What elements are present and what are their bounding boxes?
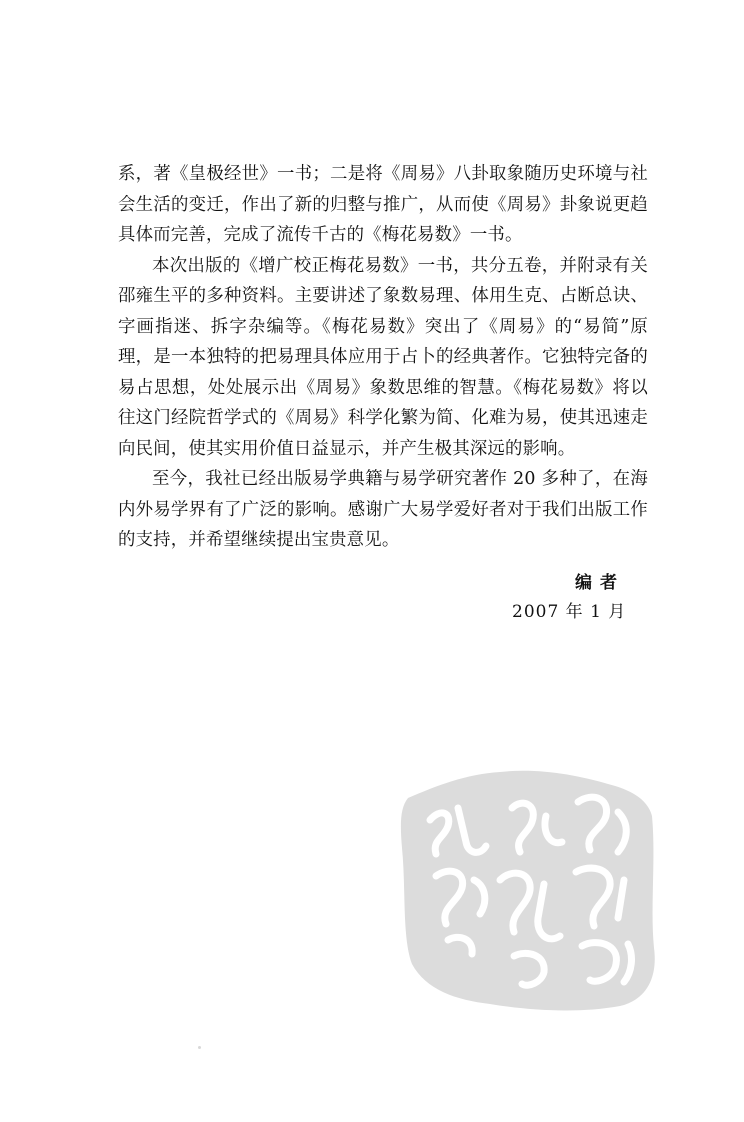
page-speck xyxy=(198,1046,201,1049)
publisher-seal-watermark xyxy=(396,768,658,1013)
preface-body xyxy=(118,159,648,556)
author-signature: 编者 xyxy=(575,573,625,593)
signature-date: 2007 年 1 月 xyxy=(512,602,627,622)
paragraph-2: 本次出版的《增广校正梅花易数》一书，共分五卷，并附录有关邵雍生平的多种资料。主要讲述了象数易理、体用生克、占断总诀、字画指迷、拆字杂编等。《梅花易数》突出了《周易》的“易简”原理，是一本独特的把易理具体应用于占卜的经典著作。它独特完备的易占思想，处处展示出《周易》象数思维的智慧。《梅花易数》将以往这门经院哲学式的《周易》科学化繁为简、化难为易，使其迅速走向民间，使其实用价值日益显示，并产生极其深远的影响。 xyxy=(118,255,648,459)
paragraph-3: 至今，我社已经出版易学典籍与易学研究著作 20 多种了，在海内外易学界有了广泛的影响。感谢广大易学爱好者对于我们出版工作的支持，并希望继续提出宝贵意见。 xyxy=(118,469,648,550)
paragraph-1: 系，著《皇极经世》一书；二是将《周易》八卦取象随历史环境与社会生活的变迁，作出了新的归整与推广，从而使《周易》卦象说更趋具体而完善，完成了流传千古的《梅花易数》一书。 xyxy=(118,164,648,245)
